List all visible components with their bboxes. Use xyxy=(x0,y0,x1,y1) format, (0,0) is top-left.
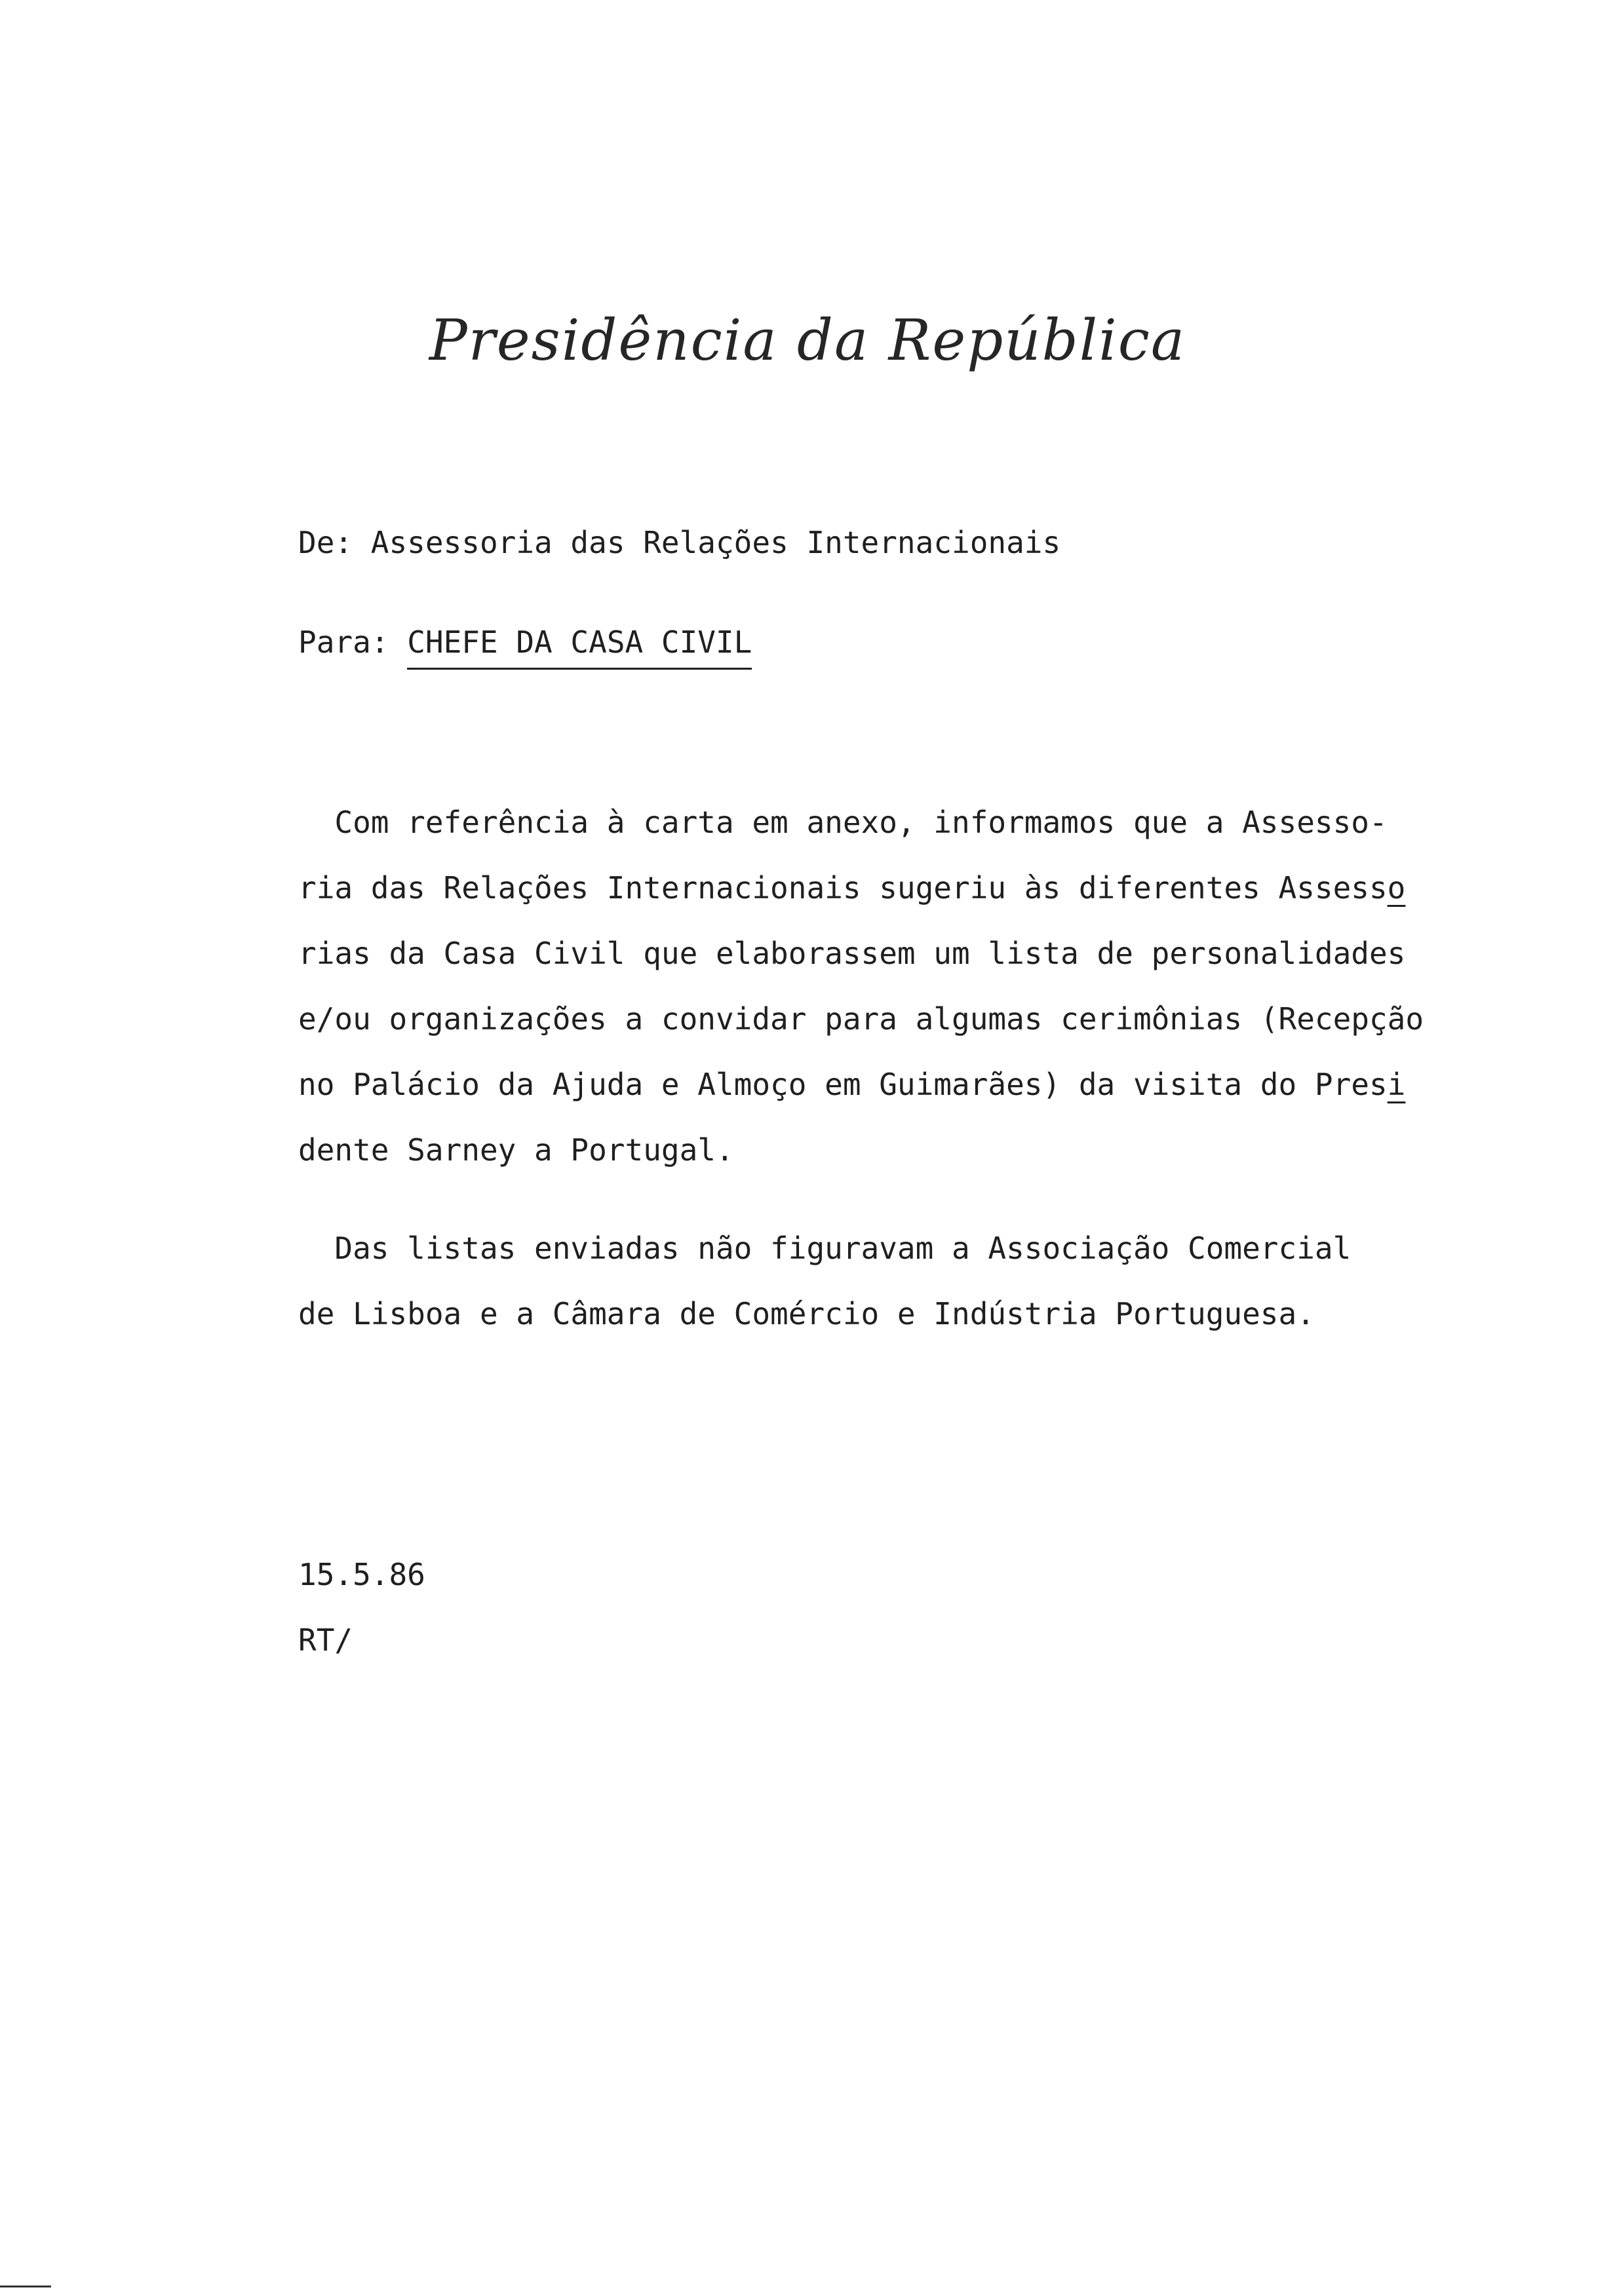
from-value: Assessoria das Relações Internacionais xyxy=(370,525,1061,560)
to-value: CHEFE DA CASA CIVIL xyxy=(407,624,752,670)
scan-edge-mark xyxy=(0,2286,51,2287)
paragraph-1-line-4: e/ou organizações a convidar para algumas cerimônias (Recepção xyxy=(298,1001,1424,1037)
from-label: De: xyxy=(298,525,353,560)
document-date: 15.5.86 xyxy=(298,1557,425,1592)
paragraph-1-line-1: Com referência à carta em anexo, informamos que a Assesso- xyxy=(334,805,1388,840)
paragraph-2-line-1: Das listas enviadas não figuravam a Associação Comercial xyxy=(334,1231,1352,1266)
from-line xyxy=(298,527,1060,558)
paragraph-1-line-6: dente Sarney a Portugal. xyxy=(298,1132,734,1168)
to-line xyxy=(298,624,752,660)
paragraph-1-line-2: ria das Relações Internacionais sugeriu às diferentes Assesso xyxy=(298,870,1406,906)
paragraph-2 xyxy=(298,1215,1544,1347)
to-label: Para: xyxy=(298,624,389,660)
letterhead-script: Presidência da República xyxy=(429,308,1186,373)
hyphen-underlined-char: i xyxy=(1387,1067,1406,1102)
paragraph-1-line-5: no Palácio da Ajuda e Almoço em Guimarães) da visita do Presi xyxy=(298,1067,1406,1102)
paragraph-2-line-2: de Lisboa e a Câmara de Comércio e Indústria Portuguesa. xyxy=(298,1296,1315,1331)
paragraph-1 xyxy=(298,790,1544,1183)
hyphen-underlined-char: o xyxy=(1387,870,1406,906)
paragraph-1-line-3: rias da Casa Civil que elaborassem um lista de personalidades xyxy=(298,936,1406,971)
document-reference: RT/ xyxy=(298,1622,353,1658)
